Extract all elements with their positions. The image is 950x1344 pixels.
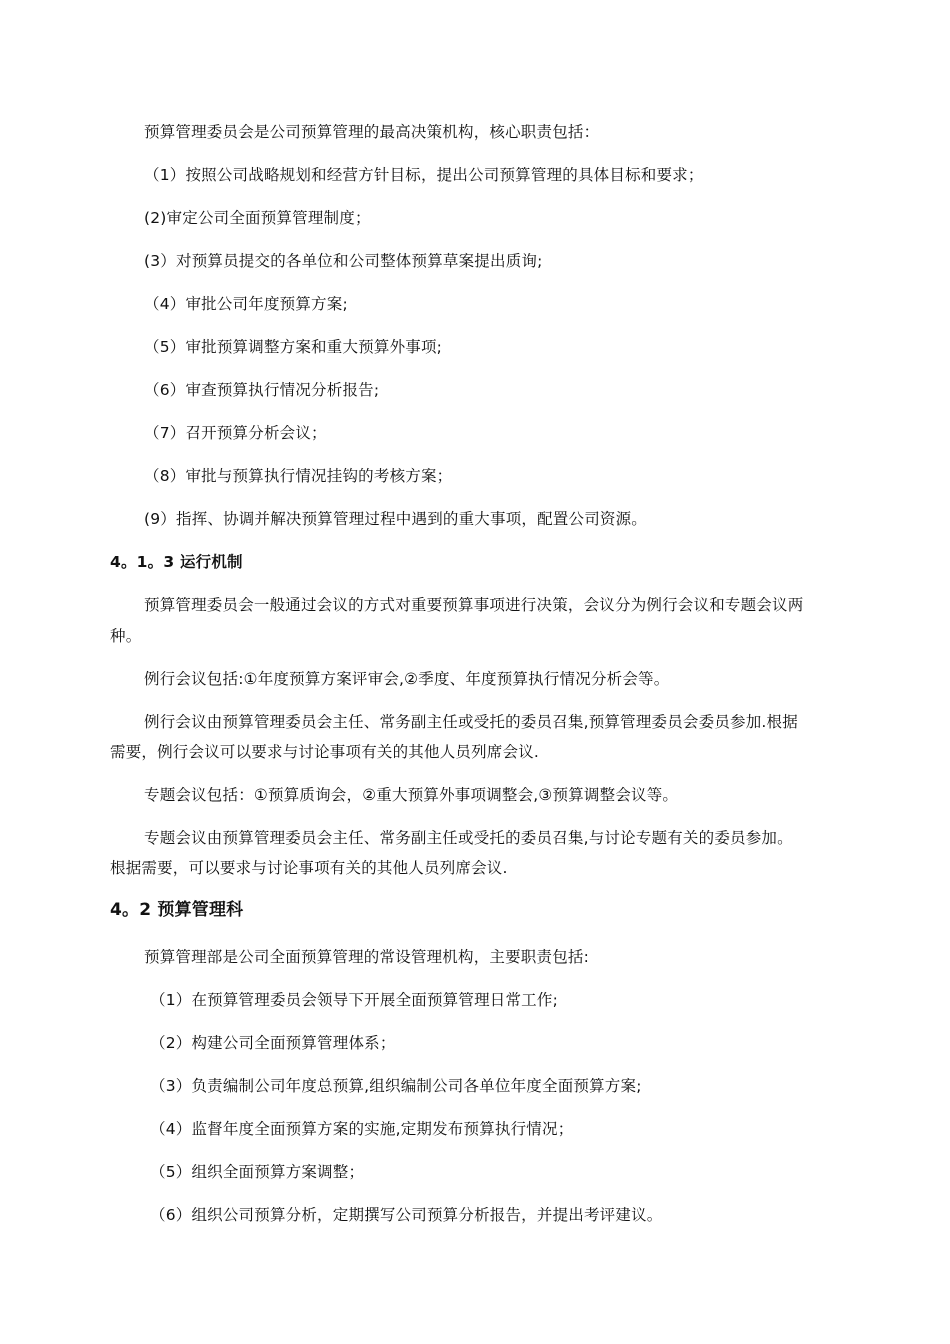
department-duty-1: （1）在预算管理委员会领导下开展全面预算管理日常工作; [150,991,558,1009]
mechanism-paragraph-5-line-1: 专题会议由预算管理委员会主任、常务副主任或受托的委员召集,与讨论专题有关的委员参加。 [144,829,793,847]
committee-duty-3: (3）对预算员提交的各单位和公司整体预算草案提出质询; [144,252,543,270]
committee-duty-9: (9）指挥、协调并解决预算管理过程中遇到的重大事项，配置公司资源。 [144,510,648,528]
committee-duty-6: （6）审查预算执行情况分析报告; [144,381,380,399]
committee-duty-8: （8）审批与预算执行情况挂钩的考核方案； [144,467,453,485]
mechanism-paragraph-1-line-2: 种。 [110,627,142,645]
mechanism-paragraph-1-line-1: 预算管理委员会一般通过会议的方式对重要预算事项进行决策，会议分为例行会议和专题会议两 [144,596,804,614]
mechanism-paragraph-3-line-2: 需要，例行会议可以要求与讨论事项有关的其他人员列席会议. [110,743,540,761]
section-4-2-heading: 4。2 预算管理科 [110,900,244,920]
committee-duty-2: (2)审定公司全面预算管理制度； [144,209,371,227]
mechanism-paragraph-5-line-2: 根据需要，可以要求与讨论事项有关的其他人员列席会议. [110,859,508,877]
department-duty-5: （5）组织全面预算方案调整； [150,1163,365,1181]
committee-duty-7: （7）召开预算分析会议； [144,424,327,442]
department-duty-3: （3）负责编制公司年度总预算,组织编制公司各单位年度全面预算方案; [150,1077,642,1095]
department-duty-2: （2）构建公司全面预算管理体系； [150,1034,396,1052]
committee-intro: 预算管理委员会是公司预算管理的最高决策机构，核心职责包括： [144,123,600,141]
committee-duty-5: （5）审批预算调整方案和重大预算外事项; [144,338,443,356]
department-duty-6: （6）组织公司预算分析，定期撰写公司预算分析报告，并提出考评建议。 [150,1206,663,1224]
committee-duty-4: （4）审批公司年度预算方案; [144,295,348,313]
department-duty-4: （4）监督年度全面预算方案的实施,定期发布预算执行情况； [150,1120,574,1138]
committee-duty-1: （1）按照公司战略规划和经营方针目标，提出公司预算管理的具体目标和要求； [144,166,704,184]
section-4-1-3-heading: 4。1。3 运行机制 [110,553,243,571]
mechanism-paragraph-2: 例行会议包括:①年度预算方案评审会,②季度、年度预算执行情况分析会等。 [144,670,670,688]
mechanism-paragraph-4: 专题会议包括：①预算质询会，②重大预算外事项调整会,③预算调整会议等。 [144,786,679,804]
mechanism-paragraph-3-line-1: 例行会议由预算管理委员会主任、常务副主任或受托的委员召集,预算管理委员会委员参加.根据 [144,713,798,731]
department-intro: 预算管理部是公司全面预算管理的常设管理机构，主要职责包括: [144,948,590,966]
